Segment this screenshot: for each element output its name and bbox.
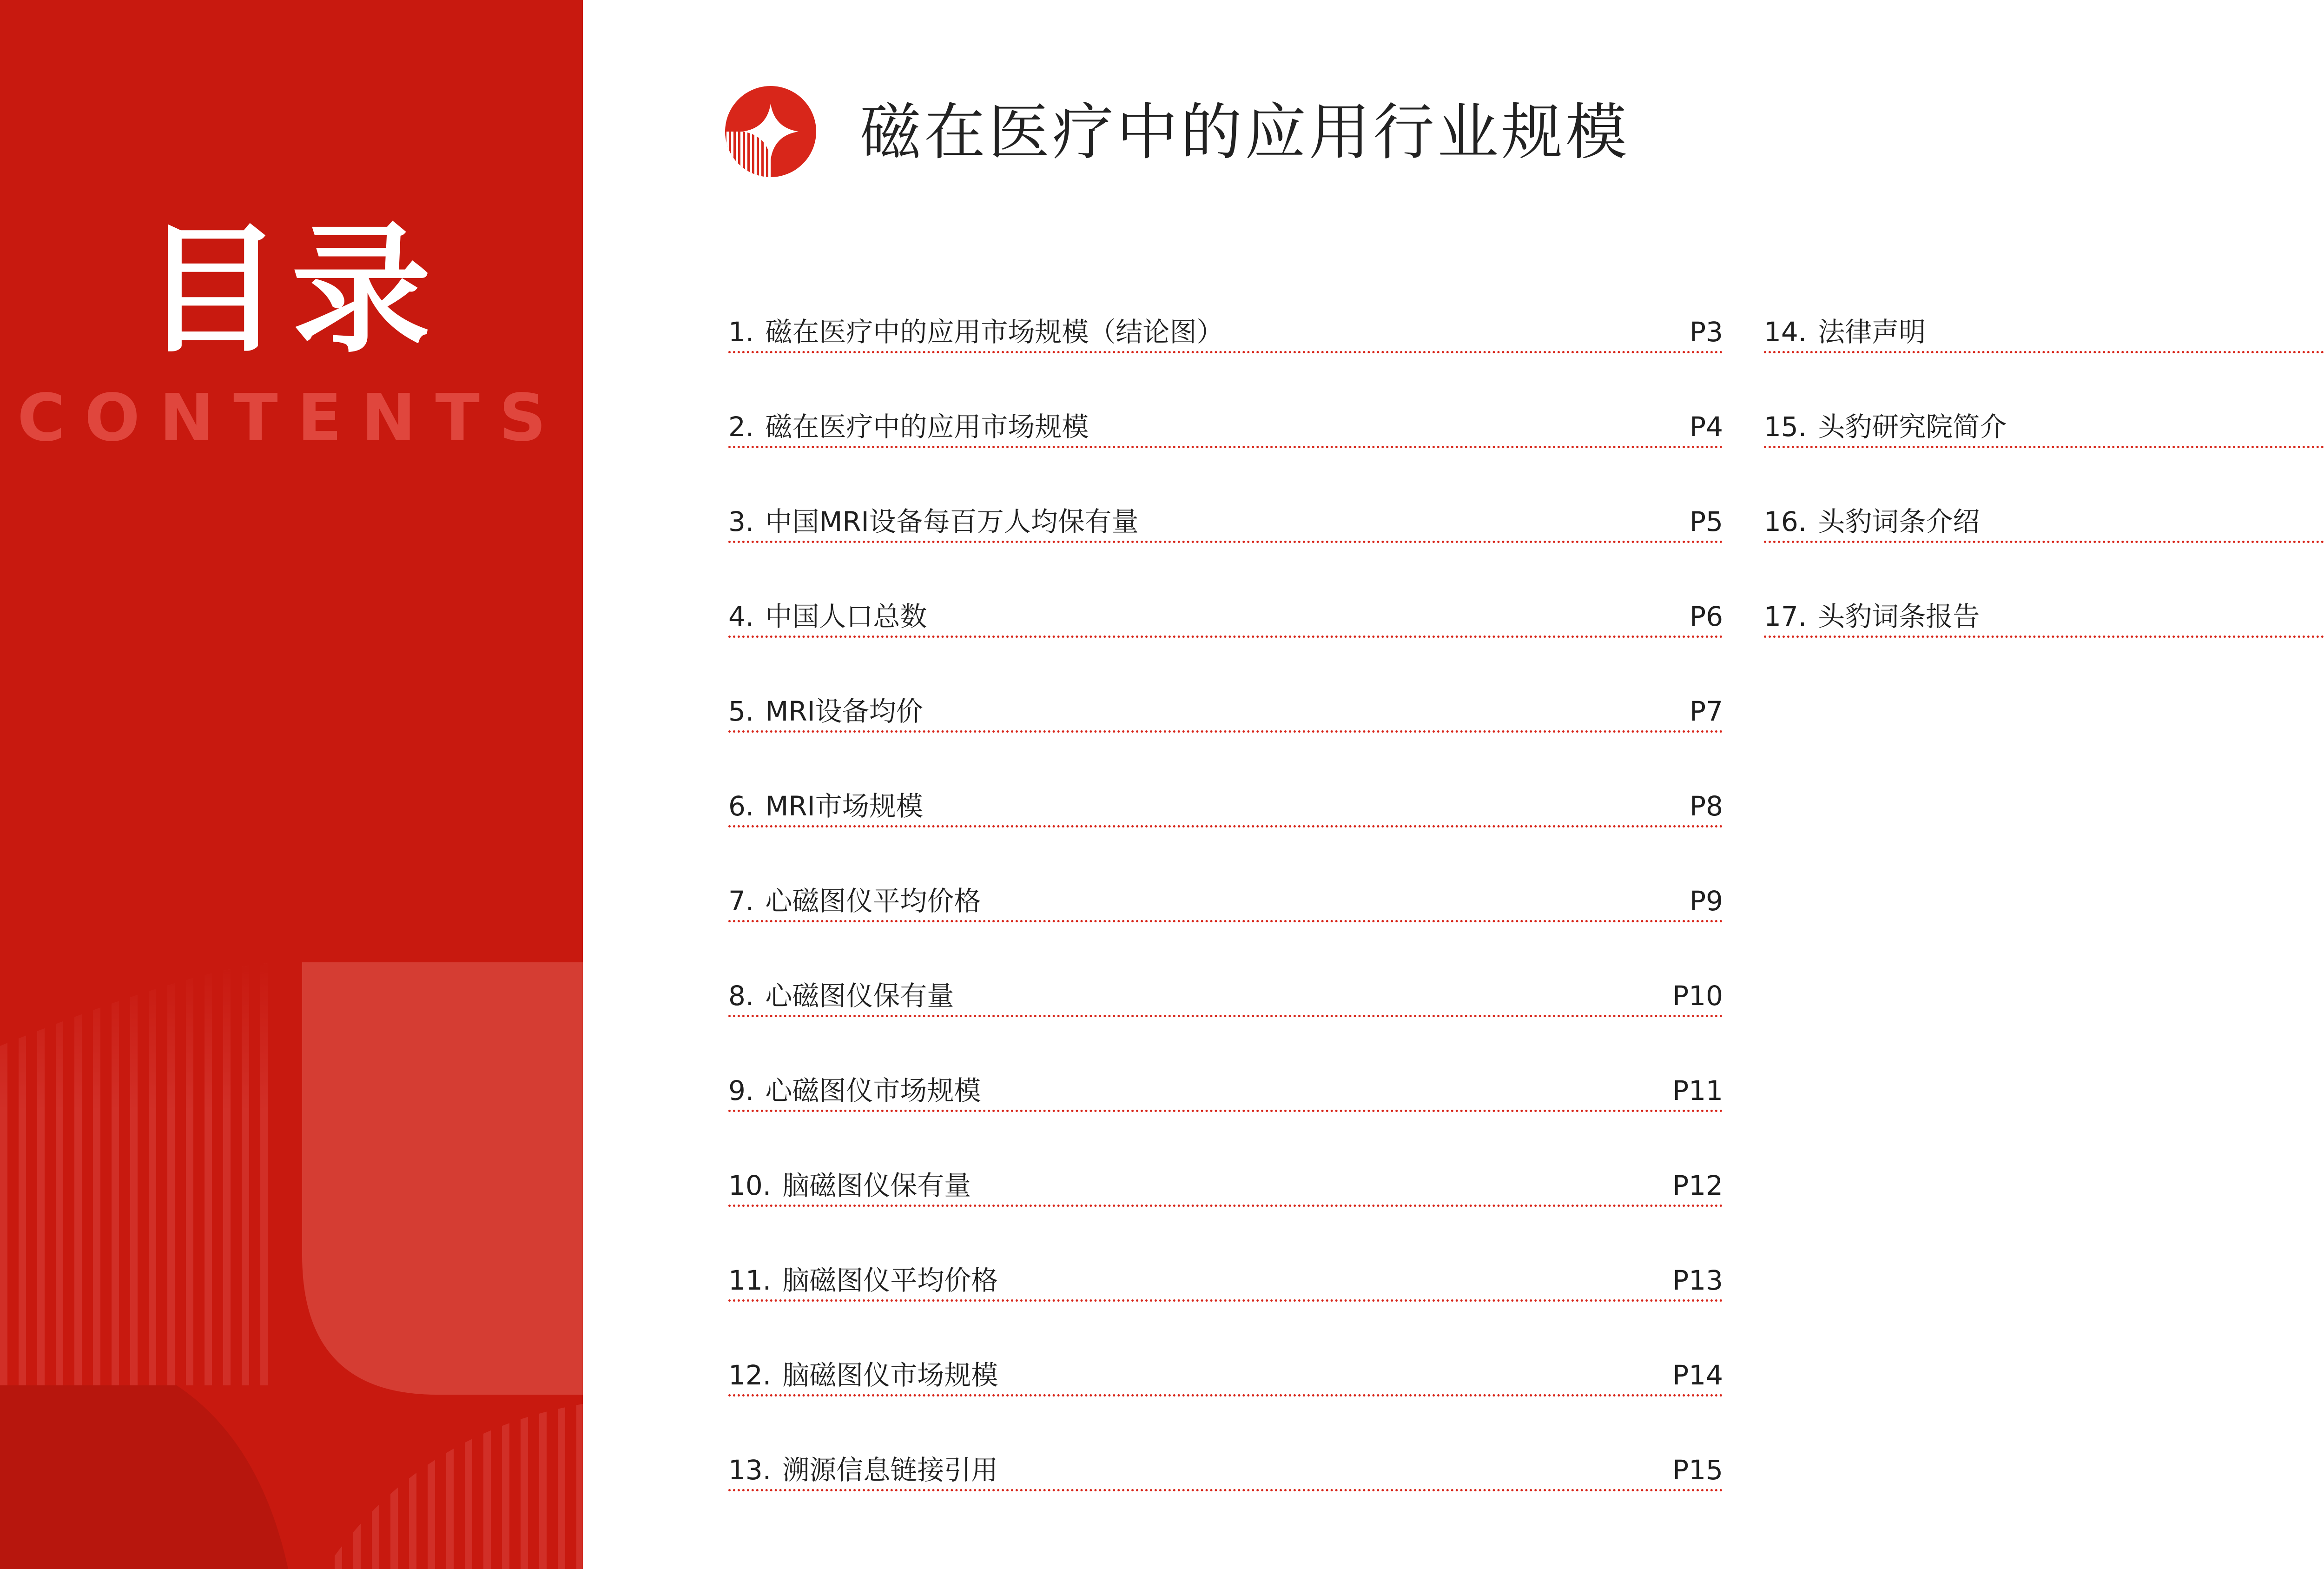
toc-entry-row[interactable] (728, 1452, 1723, 1491)
toc-entry-label: 头豹词条报告 (1818, 601, 1980, 632)
toc-item[interactable] (1764, 503, 2324, 598)
toc-entry-page: P8 (1690, 790, 1723, 822)
toc-entry-label: MRI设备均价 (765, 695, 923, 727)
toc-entry-text (728, 600, 927, 636)
toc-entry-page: P11 (1672, 1075, 1723, 1106)
toc-entry-row[interactable] (1764, 503, 2324, 543)
toc-entry-row[interactable] (728, 598, 1723, 638)
toc-entry-number: 15. (1764, 411, 1807, 443)
page-title: 磁在医疗中的应用行业规模 (860, 97, 1630, 168)
toc-item[interactable] (1764, 314, 2324, 409)
toc-entry-label: 磁在医疗中的应用市场规模（结论图） (765, 316, 1224, 348)
toc-entry-number: 6. (728, 790, 754, 822)
toc-entry-label: 头豹研究院简介 (1818, 411, 2007, 443)
toc-item[interactable] (728, 598, 1723, 693)
toc-entry-row[interactable] (728, 1167, 1723, 1207)
toc-item[interactable] (728, 1452, 1723, 1547)
toc-entry-number: 3. (728, 506, 754, 537)
toc-entry-text (1764, 316, 1926, 351)
toc-item[interactable] (728, 788, 1723, 883)
toc-entry-text (728, 1359, 998, 1394)
toc-entry-text (728, 885, 981, 920)
toc-column-right (1764, 314, 2324, 693)
toc-entry-page: P9 (1690, 885, 1723, 917)
contents-subtitle: CONTENTS (17, 380, 566, 456)
toc-entry-row[interactable] (1764, 598, 2324, 638)
toc-item[interactable] (728, 503, 1723, 598)
toc-entry-text (728, 1454, 998, 1489)
toc-item[interactable] (728, 314, 1723, 409)
toc-entry-text (1764, 600, 1980, 636)
toc-entry-number: 9. (728, 1075, 754, 1106)
toc-entry-label: 法律声明 (1818, 316, 1926, 348)
toc-entry-label: 心磁图仪保有量 (765, 980, 954, 1012)
toc-entry-row[interactable] (728, 1262, 1723, 1302)
toc-entry-page: P3 (1690, 316, 1723, 348)
four-petal-emblem-icon (724, 85, 817, 178)
toc-entry-page: P4 (1690, 411, 1723, 443)
toc-entry-page: P6 (1690, 601, 1723, 632)
toc-entry-text (728, 410, 1089, 446)
toc-entry-number: 13. (728, 1454, 772, 1486)
toc-entry-number: 14. (1764, 316, 1807, 348)
toc-entry-text (728, 1169, 971, 1205)
toc-column-left (728, 314, 1723, 1547)
toc-entry-page: P14 (1672, 1359, 1723, 1391)
toc-item[interactable] (728, 1167, 1723, 1262)
toc-entry-text (1764, 505, 1980, 541)
toc-entry-page: P13 (1672, 1264, 1723, 1296)
toc-entry-text (728, 505, 1139, 541)
toc-entry-page: P15 (1672, 1454, 1723, 1486)
toc-entry-text (728, 316, 1223, 351)
toc-entry-label: 脑磁图仪市场规模 (782, 1359, 998, 1391)
toc-item[interactable] (728, 693, 1723, 788)
sidebar-panel (0, 0, 583, 1569)
contents-title: 目录 (143, 209, 440, 371)
toc-entry-number: 10. (728, 1170, 772, 1201)
toc-entry-row[interactable] (728, 883, 1723, 922)
toc-entry-text (728, 1264, 998, 1299)
toc-entry-label: 脑磁图仪保有量 (782, 1170, 971, 1201)
toc-entry-number: 11. (728, 1264, 772, 1296)
toc-entry-label: 脑磁图仪平均价格 (782, 1264, 998, 1296)
toc-entry-number: 1. (728, 316, 754, 348)
toc-entry-number: 17. (1764, 601, 1807, 632)
toc-entry-label: 心磁图仪平均价格 (765, 885, 981, 917)
toc-item[interactable] (728, 1262, 1723, 1357)
toc-entry-text (1764, 410, 2007, 446)
toc-entry-number: 4. (728, 601, 754, 632)
toc-entry-text (728, 1074, 981, 1110)
toc-entry-label: MRI市场规模 (765, 790, 923, 822)
toc-entry-row[interactable] (728, 1357, 1723, 1397)
toc-entry-text (728, 695, 923, 730)
toc-entry-row[interactable] (728, 788, 1723, 828)
toc-entry-label: 磁在医疗中的应用市场规模 (765, 411, 1089, 443)
toc-entry-row[interactable] (728, 503, 1723, 543)
toc-entry-page: P10 (1672, 980, 1723, 1012)
toc-entry-row[interactable] (728, 314, 1723, 353)
toc-entry-label: 心磁图仪市场规模 (765, 1075, 981, 1106)
toc-entry-number: 12. (728, 1359, 772, 1391)
toc-entry-row[interactable] (728, 693, 1723, 733)
toc-entry-number: 8. (728, 980, 754, 1012)
toc-entry-number: 2. (728, 411, 754, 443)
toc-entry-text (728, 790, 923, 825)
toc-entry-number: 16. (1764, 506, 1807, 537)
toc-entry-page: P7 (1690, 695, 1723, 727)
toc-entry-page: P12 (1672, 1170, 1723, 1201)
toc-entry-row[interactable] (1764, 314, 2324, 353)
toc-entry-row[interactable] (728, 978, 1723, 1017)
toc-item[interactable] (1764, 409, 2324, 503)
toc-item[interactable] (1764, 598, 2324, 693)
toc-entry-page: P5 (1690, 506, 1723, 537)
toc-entry-row[interactable] (1764, 409, 2324, 448)
toc-item[interactable] (728, 1357, 1723, 1452)
toc-item[interactable] (728, 978, 1723, 1072)
toc-entry-number: 5. (728, 695, 754, 727)
toc-entry-label: 中国MRI设备每百万人均保有量 (765, 506, 1139, 537)
toc-item[interactable] (728, 883, 1723, 978)
toc-entry-row[interactable] (728, 409, 1723, 448)
toc-entry-row[interactable] (728, 1072, 1723, 1112)
toc-entry-label: 头豹词条介绍 (1818, 506, 1980, 537)
toc-item[interactable] (728, 409, 1723, 503)
toc-entry-label: 中国人口总数 (765, 601, 927, 632)
toc-item[interactable] (728, 1072, 1723, 1167)
toc-entry-number: 7. (728, 885, 754, 917)
toc-entry-label: 溯源信息链接引用 (782, 1454, 998, 1486)
toc-entry-text (728, 980, 954, 1015)
